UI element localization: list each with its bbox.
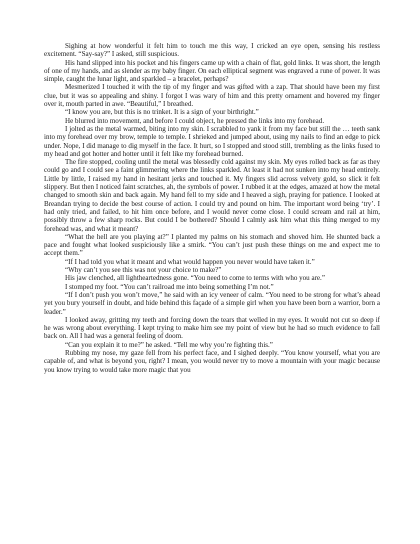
paragraph: “I know you are, but this is no trinket. It is a sign of your birthright.” [65,108,259,117]
paragraph: “What the hell are you playing at?” I planted my palms on his stomach and shoved him. He shunted back a pace and fought what looked suspiciously like a smirk. “You can’t just push these things on me and expect me to accept them.” [44,232,380,258]
paragraph: I looked away, gritting my teeth and forcing down the tears that welled in my eyes. It would not cut so deep if he was wrong about everything. I kept trying to make him see my point of view but he had so much evidence to fall back on. All I had was a general feeling of doom. [44,315,380,341]
paragraph: I jolted as the metal warmed, biting into my skin. I scrabbled to yank it from my face but still the … teeth sank into my forehead over my brow, temple to temple. I shrieked and jumped about, using my nails to find an edge to pick under. Nope, I did manage to dig myself in the face. It hurt, so I stopped and stood still, trembling as the links fused to my head and got hotter and hotter until it felt like my forehead burned. [44,124,380,158]
body-text [44,42,380,374]
paragraph: Rubbing my nose, my gaze fell from his perfect face, and I sighed deeply. “You know yourself, what you are capable of, and what is beyond you, right? I mean, you would never try to move a mountain with your magic because you know trying to would take more magic that you [44,348,380,374]
paragraph: “If I don’t push you won’t move,” he said with an icy veneer of calm. “You need to be strong for what’s ahead yet you bury yourself in doubt, and hide behind this façade of a simple girl when you have been born a warrior, born a leader.” [44,290,380,316]
paragraph: “Can you explain it to me?” he asked. “Tell me why you’re fighting this.” [65,340,273,349]
paragraph: Mesmerized I touched it with the tip of my finger and was gifted with a zap. That should have been my first clue, but it was so appealing and shiny. I forgot I was wary of him and this pretty ornament and hovered my finger over it, mouth parted in awe. “Beautiful,” I breathed. [44,83,380,109]
paragraph: I stomped my foot. “You can’t railroad me into being something I’m not.” [65,282,274,291]
paragraph: “If I had told you what it meant and what would happen you never would have taken it.” [65,257,315,266]
paragraph: The fire stopped, cooling until the metal was blessedly cold against my skin. My eyes rolled back as far as they could go and I could see a faint glimmering where the links sparkled. At least it had not sunken into my head entirely. Little by little, I raised my hand in hesitant jerks and touched it. My fingers slid across velvety gold, so slick it felt slippery. But then I noticed faint scratches, ah, the symbols of power. I rubbed it at the edges, amazed at how the metal changed to smooth skin and back again. My hand fell to my side and I heaved a sigh, praying for patience. I looked at Breandan trying to decide the best course of action. I could try and pound on him. The important word being ‘try’. I had only tried, and failed, to hit him once before, and I would never come close. I could scream and rail at him, possibly throw a few sharp rocks. But could I be bothered? Should I calmly ask him what this thing merged to my forehead was, and what it meant? [44,158,380,233]
paragraph: Sighing at how wonderful it felt him to touch me this way, I cricked an eye open, sensing his restless excitement. “Say-say?” I asked, still suspicious. [44,42,380,59]
paragraph: He blurred into movement, and before I could object, he pressed the links into my forehead. [65,116,325,125]
paragraph: His hand slipped into his pocket and his fingers came up with a chain of flat, gold links. It was short, the length of one of my hands, and as slender as my baby finger. On each elliptical segment was engraved a rune of power. It was simple, caught the lunar light, and sparkled – a bracelet, perhaps? [44,58,380,84]
paragraph: His jaw clenched, all lightheartedness gone. “You need to come to terms with who you are.” [65,274,325,283]
paragraph: “Why can’t you see this was not your choice to make?” [65,266,222,275]
